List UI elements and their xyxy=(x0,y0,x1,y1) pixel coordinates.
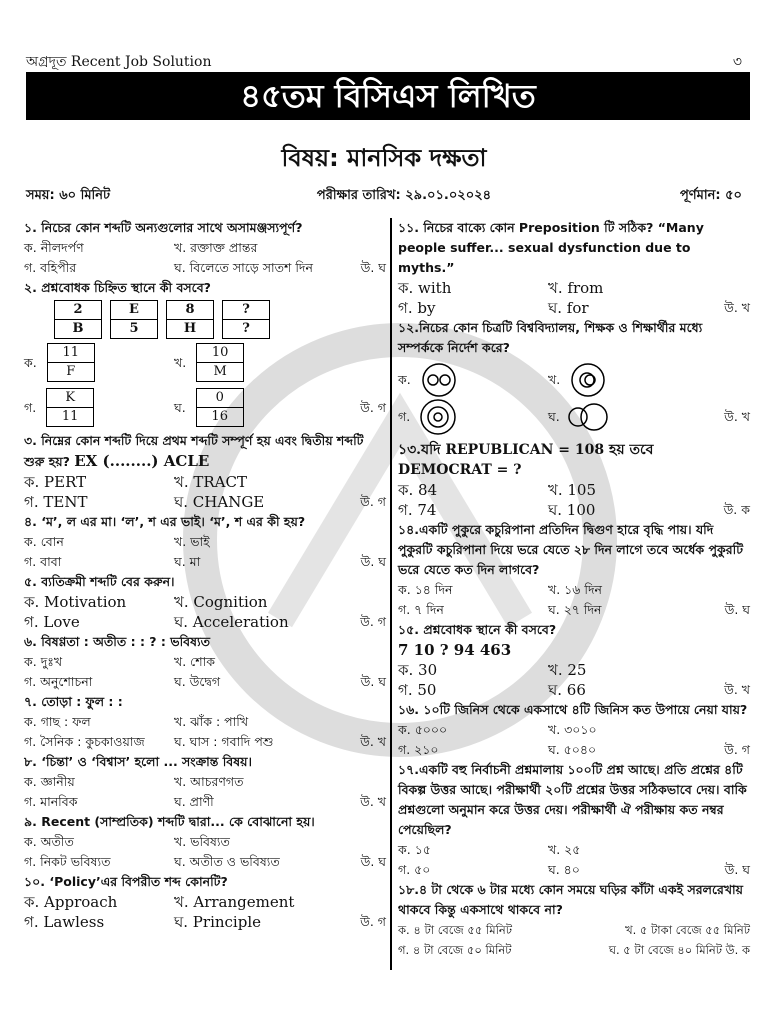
question-8: ৮. ‘চিন্তা’ ও ‘বিশ্বাস’ হলো ... সংক্রান্ত বিষয়। ক. জ্ঞানীয় খ. আচরণগত গ. মানবিক ঘ. প্রাণী উ. খ xyxy=(24,754,386,809)
grid-cell: ? ? xyxy=(222,300,270,339)
grid-cell: 2 B xyxy=(54,300,102,339)
question-7: ৭. তোড়া : ফুল : : ক. গাছ : ফল খ. ঝাঁক : পাখি গ. সৈনিক : কুচকাওয়াজ ঘ. ঘাস : গবাদি পশু উ. খ xyxy=(24,694,386,749)
question-1 xyxy=(24,218,386,278)
question-9: ৯. Recent (সাম্প্রতিক) শব্দটি দ্বারা... কে বোঝানো হয়। ক. অতীত খ. ভবিষ্যত গ. নিকট ভবিষ্যত ঘ. অতীত ও ভবিষ্যত উ. ঘ xyxy=(24,814,386,869)
pattern-grid xyxy=(54,300,386,339)
full-marks: পূর্ণমান: ৫০ xyxy=(679,188,742,203)
venn-option-a xyxy=(411,362,467,398)
subject-title: বিষয়: মানসিক দক্ষতা xyxy=(281,144,487,172)
time-label: সময়: ৬০ মিনিট xyxy=(26,188,111,203)
question-2 xyxy=(24,278,386,427)
options xyxy=(24,238,386,278)
option-d: ঘ. বিলেতে সাড়ে সাতশ দিন xyxy=(174,260,313,275)
option-c: গ. বহিপীর xyxy=(24,260,77,275)
answer: উ. গ xyxy=(360,399,386,415)
option-d: ঘ. xyxy=(174,399,186,415)
column-divider xyxy=(390,218,392,970)
question-15: ১৫. প্রশ্নবোধক স্থানে কী বসবে? 7 10 ? 94 463 ক. 30 খ. 25 গ. 50 ঘ. 66 উ. খ xyxy=(398,622,750,699)
question-3 xyxy=(24,431,386,512)
option-b: খ. xyxy=(174,354,187,370)
question-11: ১১. নিচের বাক্যে কোন Preposition টি সঠিক? “Many people suffer... sexual dysfunction due to myths.” ক. with খ. from গ. by ঘ. for উ. খ xyxy=(398,220,750,317)
right-column xyxy=(398,218,750,960)
options: ক. PERT খ. TRACT গ. TENT ঘ. CHANGE উ. গ xyxy=(24,473,386,511)
question-6: ৬. বিষণ্ণতা : অতীত : : ? : ভবিষ্যত ক. দুঃখ খ. শোক গ. অনুশোচনা ঘ. উদ্বেগ উ. ঘ xyxy=(24,634,386,689)
question-12: ১২.নিচের কোন চিত্রটি বিশ্ববিদ্যালয়, শিক্ষক ও শিক্ষার্থীর মধ্যে সম্পর্ককে নির্দেশ করে? ক. খ. গ. ঘ. উ. খ xyxy=(398,318,750,436)
venn-option-d xyxy=(560,398,616,436)
question-14: ১৪.একটি পুকুরে কচুরিপানা প্রতিদিন দ্বিগুণ হারে বৃদ্ধি পায়। যদি পুকুরটি কচুরিপানা দিয়ে ভরে যেতে ২৮ দিন লাগে তবে অর্ধেক পুকুরটি ভরে যেতে কত দিন লাগবে? ক. ১৪ দিন খ. ১৬ দিন গ. ৭ দিন ঘ. ২৭ দিন উ. ঘ xyxy=(398,522,750,617)
number-series: 7 10 ? 94 463 xyxy=(398,641,512,659)
question-18: ১৮.৪ টা থেকে ৬ টার মধ্যে কোন সময়ে ঘড়ির কাঁটা একই সরলরেখায় থাকবে কিন্তু একসাথে থাকবে না? ক. ৪ টা বেজে ৫৫ মিনিট খ. ৫ টাকা বেজে ৫৫ মিনিট গ. ৪ টা বেজে ৫০ মিনিট ঘ. ৫ টা বেজে ৪০ মিনিট উ. ক xyxy=(398,882,750,957)
option-a: ক. xyxy=(24,354,37,370)
grid-cell: E 5 xyxy=(110,300,158,339)
page-number: ৩ xyxy=(732,54,742,70)
answer: উ. ঘ xyxy=(360,260,386,275)
question-4: ৪. ‘ম’, ল এর মা। ‘ল’, শ এর ভাই। ‘ম’, শ এর কী হয়? ক. বোন খ. ভাই গ. বাবা ঘ. মা উ. ঘ xyxy=(24,514,386,569)
option-c: গ. xyxy=(24,399,37,415)
question-5: ৫. ব্যতিক্রমী শব্দটি বের করুন। ক. Motivation খ. Cognition গ. Love ঘ. Acceleration উ. গ xyxy=(24,574,386,631)
exam-date: পরীক্ষার তারিখ: ২৯.০১.০২০২৪ xyxy=(316,188,492,203)
exam-title-banner: ৪৫তম বিসিএস লিখিত xyxy=(26,72,750,120)
question-13: ১৩.যদি REPUBLICAN = 108 হয় তবে DEMOCRAT = ? ক. 84 খ. 105 গ. 74 ঘ. 100 উ. ক xyxy=(398,442,750,519)
question-text: ২. প্রশ্নবোধক চিহ্নিত স্থানে কী বসবে? xyxy=(24,280,211,295)
question-10: ১০. ‘Policy’এর বিপরীত শব্দ কোনটি? ক. Approach খ. Arrangement গ. Lawless ঘ. Principle উ. গ xyxy=(24,874,386,931)
header-source: অগ্রদূত Recent Job Solution xyxy=(26,54,212,70)
question-text: ৩. নিম্নের কোন শব্দটি দিয়ে প্রথম শব্দটি সম্পূর্ণ হয় এবং দ্বিতীয় শব্দটি শুরু হয়? xyxy=(24,433,364,469)
left-column xyxy=(24,218,386,932)
grid-cell: 8 H xyxy=(166,300,214,339)
question-17: ১৭.একটি বহু নির্বাচনী প্রশ্নমালায় ১০০টি প্রশ্ন আছে। প্রতি প্রশ্নের ৪টি বিকল্প উত্তর আছে। পরীক্ষার্থী ২০টি প্রশ্নের উত্তর সঠিকভাবে দেয়। বাকি প্রশ্নগুলো অনুমান করে উত্তর দেয়। পরীক্ষার্থী ঐ পরীক্ষায় কত নম্বর পেয়েছিল? ক. ১৫ খ. ২৫ গ. ৫০ ঘ. ৪০ উ. ঘ xyxy=(398,762,750,877)
option-a: ক. নীলদর্পণ xyxy=(24,240,84,255)
venn-option-c xyxy=(410,398,466,436)
question-text: ১. নিচের কোন শব্দটি অন্যগুলোর সাথে অসামঞ্জস্যপূর্ণ? xyxy=(24,220,303,235)
question-word: EX (........) ACLE xyxy=(74,452,210,470)
question-16: ১৬. ১০টি জিনিস থেকে একসাথে ৪টি জিনিস কত উপায়ে নেয়া যায়? ক. ৫০০০ খ. ৩০১০ গ. ২১০ ঘ. ৫০৪০ উ. গ xyxy=(398,702,750,757)
options: ক. 11 F খ. 10 M গ. K 11 ঘ. 0 16 উ. গ xyxy=(24,343,386,427)
venn-option-b xyxy=(560,362,616,398)
option-b: খ. রক্তাক্ত প্রান্তর xyxy=(174,240,258,255)
